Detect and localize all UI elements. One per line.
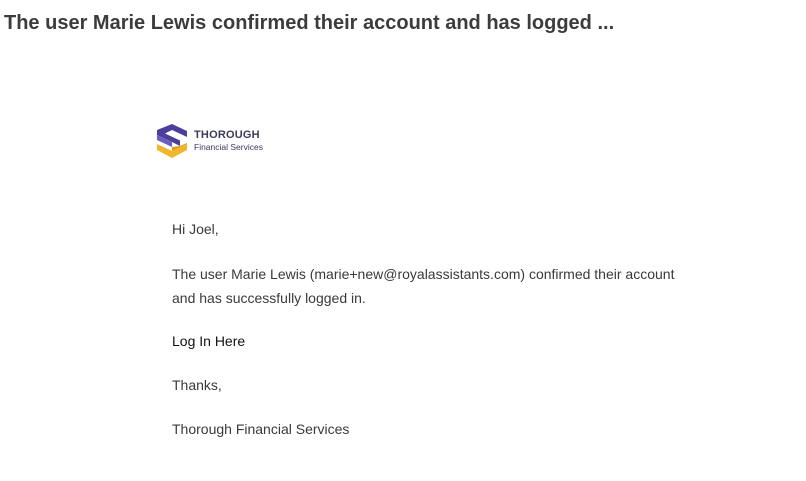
email-thanks: Thanks, xyxy=(172,377,222,393)
email-subject: The user Marie Lewis confirmed their account and has logged ... xyxy=(4,12,615,34)
logo-company-subtitle: Financial Services xyxy=(194,142,263,153)
log-in-link[interactable]: Log In Here xyxy=(172,333,246,349)
email-signoff: Thorough Financial Services xyxy=(172,421,350,437)
email-greeting: Hi Joel, xyxy=(172,221,219,237)
thorough-logo-icon xyxy=(156,124,188,158)
company-logo xyxy=(156,124,263,158)
email-body xyxy=(172,218,712,440)
email-message: The user Marie Lewis (marie+new@royalassistants.com) confirmed their account and has successfully logged in. xyxy=(172,266,675,306)
logo-company-name: THOROUGH xyxy=(194,129,260,142)
